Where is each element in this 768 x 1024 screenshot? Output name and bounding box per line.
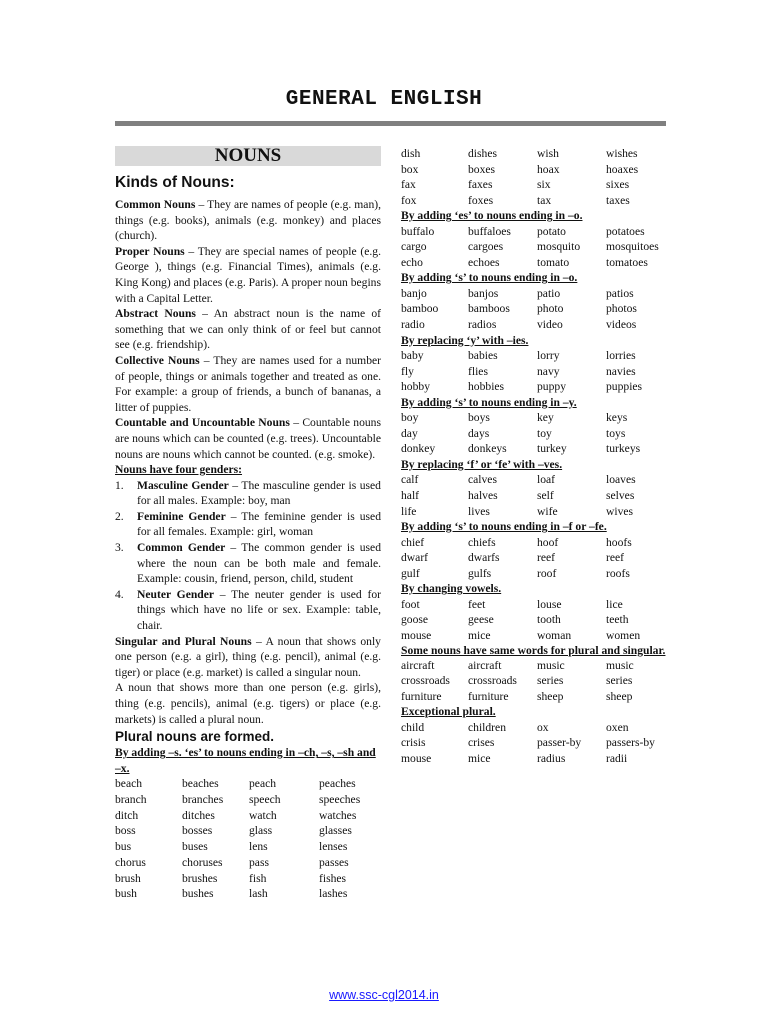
word-cell: mice [468, 628, 491, 642]
definition: – An abstract noun is the name of something that we can only think of or feel but cannot see (e.g. friendship). [115, 307, 381, 352]
word-cell: brush [115, 871, 141, 885]
word-cell: lives [468, 504, 490, 518]
word-cell: crossroads [468, 674, 517, 688]
word-cell: calves [468, 473, 497, 487]
word-cell: watches [319, 808, 357, 822]
word-cell: halves [468, 489, 498, 503]
term: Abstract Nouns [115, 307, 196, 321]
word-cell: ox [537, 720, 549, 734]
word-cell: lorry [537, 349, 560, 363]
word-cell: flies [468, 364, 488, 378]
word-cell: ditches [182, 808, 215, 822]
word-cell: buffaloes [468, 224, 511, 238]
word-cell: lorries [606, 349, 636, 363]
rule-heading: By adding ‘es’ to nouns ending in –o. [401, 209, 583, 223]
word-cell: gulf [401, 566, 420, 580]
word-cell: patio [537, 286, 561, 300]
term: Proper Nouns [115, 244, 185, 258]
word-cell: box [401, 162, 419, 176]
word-cell: peaches [319, 777, 356, 791]
definition: – Countable nouns are nouns which can be counted (e.g. trees). Uncountable nouns are nouns which cannot be counted. (e.g. smoke). [115, 416, 381, 461]
rule-heading: By changing vowels. [401, 582, 502, 596]
word-cell: life [401, 504, 417, 518]
word-cell: women [606, 628, 641, 642]
word-cell: wishes [606, 147, 638, 160]
word-cell: hoofs [606, 535, 632, 549]
word-cell: reef [537, 551, 556, 565]
word-cell: half [401, 489, 420, 503]
proper-nouns-para [115, 244, 381, 306]
es-rule-heading: By adding –s. ‘es’ to nouns ending in –ch, –s, –sh and –x. [115, 746, 376, 775]
word-cell: patios [606, 286, 634, 300]
term: Common Nouns [115, 198, 196, 211]
word-cell: beaches [182, 777, 219, 791]
word-cell: mice [468, 751, 491, 765]
word-cell: selves [606, 489, 635, 503]
word-cell: donkeys [468, 442, 507, 456]
word-cell: radii [606, 751, 628, 765]
section-banner: NOUNS [115, 146, 381, 166]
word-cell: foxes [468, 193, 494, 207]
rule-heading: By adding ‘s’ to nouns ending in –y. [401, 395, 577, 409]
word-cell: loaf [537, 473, 556, 487]
word-table [401, 535, 667, 582]
word-cell: brushes [182, 871, 218, 885]
word-table [401, 146, 667, 208]
word-cell: echo [401, 255, 423, 269]
word-cell: tooth [537, 613, 561, 627]
word-cell: hoaxes [606, 162, 639, 176]
word-cell: chorus [115, 855, 146, 869]
plural-noun-para: A noun that shows more than one person (e.g. girls), thing (e.g. pencils), animal (e.g. tigers) or place (e.g. markets) is called a plural noun. [115, 681, 381, 726]
word-cell: boy [401, 411, 419, 425]
word-cell: foot [401, 597, 420, 611]
word-cell: loaves [606, 473, 636, 487]
collective-nouns-para [115, 353, 381, 415]
word-cell: six [537, 178, 551, 192]
rule-heading: By adding ‘s’ to nouns ending in –f or –fe. [401, 520, 607, 534]
word-table [401, 410, 667, 457]
word-cell: teeth [606, 613, 629, 627]
singular-plural-para [115, 634, 381, 681]
word-cell: photos [606, 302, 637, 316]
word-cell: radios [468, 318, 497, 332]
word-cell: taxes [606, 193, 630, 207]
rule-heading: Exceptional plural. [401, 705, 496, 719]
word-cell: puppies [606, 380, 643, 394]
term: Singular and Plural Nouns [115, 634, 252, 648]
word-cell: hobbies [468, 380, 505, 394]
definition: – They are special names of people (e.g. George ), things (e.g. Financial Times), animals (e.g. King Kong) and places (e.g. Paris). A proper noun begins with a Capital Letter. [115, 244, 381, 305]
common-nouns-para [115, 197, 381, 244]
word-cell: fly [401, 364, 414, 378]
definition: – They are names used for a number of people, things or animals together and treated as one. For example: a group of friends, a bunch of bananas, a litter of puppies. [115, 353, 382, 414]
word-cell: watch [249, 808, 277, 822]
header-divider [115, 121, 666, 126]
definition: – The neuter gender is used for things which have no life or sex. Example: table, chair. [137, 587, 381, 633]
word-cell: radius [537, 751, 566, 765]
word-cell: babies [468, 349, 498, 363]
word-cell: mouse [401, 628, 432, 642]
plural-heading: Plural nouns are formed. [115, 729, 275, 745]
word-cell: dish [401, 147, 421, 160]
word-cell: music [537, 658, 565, 672]
definition: – The feminine gender is used for all females. Example: girl, woman [137, 509, 381, 539]
word-cell: turkey [537, 442, 567, 456]
word-cell: turkeys [606, 442, 641, 456]
list-number: 3. [115, 541, 124, 555]
word-cell: puppy [537, 380, 566, 394]
word-cell: hoax [537, 162, 560, 176]
word-cell: series [537, 674, 564, 688]
abstract-nouns-para [115, 306, 381, 353]
list-item [115, 509, 381, 540]
word-cell: children [468, 720, 506, 734]
right-column [401, 146, 667, 766]
definition: – A noun that shows only one person (e.g. a girl), thing (e.g. pencil), animal (e.g. tiger) or place (e.g. market) is called a singular noun. [115, 634, 381, 679]
word-cell: series [606, 674, 633, 688]
word-cell: hobby [401, 380, 430, 394]
word-cell: speech [249, 793, 281, 807]
list-item [115, 540, 381, 587]
word-cell: reef [606, 551, 625, 565]
word-cell: dwarfs [468, 551, 500, 565]
term: Neuter Gender [137, 587, 215, 601]
word-cell: roof [537, 566, 557, 580]
word-cell: passes [319, 855, 349, 869]
word-cell: banjos [468, 286, 499, 300]
word-cell: crisis [401, 736, 426, 750]
word-cell: goose [401, 613, 429, 627]
word-cell: furniture [401, 689, 442, 703]
word-cell: key [537, 411, 554, 425]
word-cell: boxes [468, 162, 496, 176]
term: Countable and Uncountable Nouns [115, 416, 290, 430]
word-cell: mouse [401, 751, 432, 765]
word-cell: lice [606, 597, 623, 611]
footer-website-link[interactable]: www.ssc-cgl2014.in [329, 988, 439, 1002]
word-cell: mosquitoes [606, 240, 659, 254]
word-cell: hoof [537, 535, 559, 549]
word-cell: baby [401, 349, 424, 363]
word-cell: branches [182, 793, 224, 807]
word-cell: chiefs [468, 535, 496, 549]
term: Feminine Gender [137, 509, 226, 523]
word-cell: fish [249, 871, 267, 885]
word-cell: videos [606, 318, 637, 332]
word-cell: geese [468, 613, 494, 627]
word-cell: potatoes [606, 224, 645, 238]
word-cell: bamboo [401, 302, 439, 316]
word-cell: gulfs [468, 566, 492, 580]
word-cell: child [401, 720, 425, 734]
word-cell: branch [115, 793, 147, 807]
word-cell: tax [537, 193, 552, 207]
word-table [401, 658, 667, 705]
word-cell: buses [182, 840, 208, 854]
word-cell: peach [249, 777, 277, 791]
word-cell: day [401, 426, 418, 440]
word-cell: wives [606, 504, 634, 518]
word-cell: passer-by [537, 736, 582, 750]
word-cell: lashes [319, 887, 348, 901]
word-cell: lash [249, 887, 268, 901]
word-cell: feet [468, 597, 486, 611]
rule-heading: By replacing ‘y’ with –ies. [401, 333, 529, 347]
definition: – They are names of people (e.g. man), things (e.g. books), animals (e.g. monkey) and places (church). [115, 198, 382, 243]
rule-heading: By replacing ‘f’ or ‘fe’ with –ves. [401, 457, 563, 471]
word-cell: passers-by [606, 736, 655, 750]
word-table [401, 348, 667, 395]
word-cell: dishes [468, 147, 497, 160]
term: Masculine Gender [137, 478, 229, 492]
definition: – The masculine gender is used for all males. Example: boy, man [137, 478, 381, 508]
word-cell: glasses [319, 824, 352, 838]
word-cell: music [606, 658, 634, 672]
word-cell: aircraft [401, 658, 435, 672]
word-cell: wish [537, 147, 559, 160]
word-cell: fox [401, 193, 417, 207]
word-cell: donkey [401, 442, 436, 456]
word-table [401, 286, 667, 333]
word-cell: buffalo [401, 224, 435, 238]
word-cell: glass [249, 824, 273, 838]
rule-heading: By adding ‘s’ to nouns ending in –o. [401, 271, 578, 285]
word-cell: tomatoes [606, 255, 648, 269]
word-table [401, 597, 667, 644]
word-cell: bus [115, 840, 132, 854]
word-table [401, 224, 667, 271]
word-cell: beach [115, 777, 143, 791]
word-cell: radio [401, 318, 425, 332]
rule-heading: Some nouns have same words for plural and singular. [401, 643, 666, 657]
word-cell: aircraft [468, 658, 502, 672]
word-cell: toys [606, 426, 626, 440]
word-cell: banjo [401, 286, 427, 300]
word-cell: crises [468, 736, 495, 750]
word-cell: navy [537, 364, 560, 378]
word-cell: fishes [319, 871, 347, 885]
word-cell: crossroads [401, 674, 450, 688]
word-cell: lenses [319, 840, 348, 854]
genders-heading: Nouns have four genders: [115, 463, 243, 477]
countable-nouns-para [115, 415, 381, 462]
word-cell: self [537, 489, 554, 503]
word-cell: dwarf [401, 551, 429, 565]
word-cell: sheep [537, 689, 564, 703]
word-cell: lens [249, 840, 268, 854]
word-cell: bushes [182, 887, 214, 901]
word-cell: cargo [401, 240, 427, 254]
list-item [115, 478, 381, 509]
list-number: 1. [115, 478, 124, 492]
word-cell: louse [537, 597, 562, 611]
genders-list [115, 478, 381, 634]
word-cell: video [537, 318, 563, 332]
definition: – The common gender is used where the noun can be both male and female. Example: cousin, friend, person, child, student [137, 541, 382, 586]
word-cell: speeches [319, 793, 361, 807]
word-cell: boys [468, 411, 490, 425]
word-table [401, 472, 667, 519]
list-number: 4. [115, 587, 124, 601]
es-word-table [115, 776, 381, 902]
word-cell: wife [537, 504, 558, 518]
term: Common Gender [137, 541, 226, 555]
word-cell: cargoes [468, 240, 504, 254]
word-cell: sheep [606, 689, 633, 703]
word-cell: potato [537, 224, 566, 238]
word-table [401, 720, 667, 767]
word-cell: boss [115, 824, 136, 838]
word-cell: mosquito [537, 240, 581, 254]
word-cell: photo [537, 302, 564, 316]
word-cell: echoes [468, 255, 500, 269]
word-cell: furniture [468, 689, 509, 703]
page-title: GENERAL ENGLISH [285, 88, 483, 111]
word-cell: roofs [606, 566, 630, 580]
word-cell: faxes [468, 178, 493, 192]
word-cell: fax [401, 178, 416, 192]
word-cell: calf [401, 473, 419, 487]
left-column [115, 146, 381, 902]
list-item [115, 587, 381, 634]
word-cell: bush [115, 887, 137, 901]
word-cell: ditch [115, 808, 139, 822]
word-cell: toy [537, 426, 552, 440]
list-number: 2. [115, 509, 124, 523]
word-cell: bosses [182, 824, 213, 838]
term: Collective Nouns [115, 353, 200, 367]
kinds-heading: Kinds of Nouns: [115, 174, 235, 191]
word-cell: sixes [606, 178, 630, 192]
word-cell: bamboos [468, 302, 510, 316]
word-cell: choruses [182, 855, 223, 869]
word-cell: woman [537, 628, 572, 642]
word-cell: keys [606, 411, 628, 425]
word-cell: chief [401, 535, 425, 549]
word-cell: oxen [606, 720, 629, 734]
word-cell: tomato [537, 255, 570, 269]
word-cell: pass [249, 855, 269, 869]
word-cell: navies [606, 364, 636, 378]
word-cell: days [468, 426, 490, 440]
